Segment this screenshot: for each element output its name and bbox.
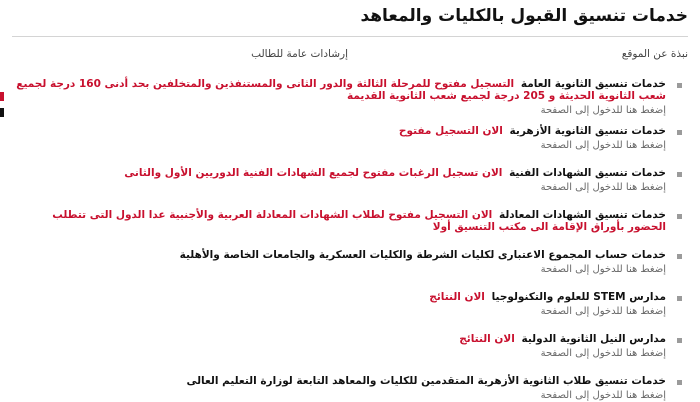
service-status: الان تسجيل الرغبات مفتوح لجميع الشهادات الفنية الدوريين الأول والثانى [124, 167, 503, 179]
service-item-general-secondary [12, 78, 688, 116]
bullet-icon [677, 214, 682, 219]
title-divider [12, 36, 688, 37]
service-item-technical-certificates [12, 167, 688, 193]
service-title[interactable]: خدمات تنسيق الثانوية العامة [520, 78, 666, 90]
enter-page-link[interactable]: إضغط هنا للدخول إلى الصفحة [540, 182, 666, 193]
service-status: الان التسجيل مفتوح [398, 125, 503, 137]
services-list [12, 78, 688, 401]
service-title[interactable]: خدمات تنسيق الشهادات المعادلة [498, 209, 666, 221]
student-guidelines-link[interactable]: إرشادات عامة للطالب [251, 48, 348, 60]
enter-page-link[interactable]: إضغط هنا للدخول إلى الصفحة [540, 105, 666, 116]
enter-page-link[interactable]: إضغط هنا للدخول إلى الصفحة [540, 306, 666, 317]
service-status: الان النتائج [429, 291, 485, 303]
service-title[interactable]: مدارس النيل الثانوية الدولية [521, 333, 666, 345]
service-title[interactable]: خدمات حساب المجموع الاعتبارى لكليات الشرطة والكليات العسكرية والجامعات الخاصة والأهلية [179, 249, 666, 261]
service-item-azhar-secondary [12, 125, 688, 151]
flag-accent [0, 92, 4, 120]
service-status-continued: الحضور بأوراق الإقامة الى مكتب التنسيق أولا [432, 221, 666, 233]
bullet-icon [677, 172, 682, 177]
page-title: خدمات تنسيق القبول بالكليات والمعاهد [360, 6, 688, 26]
enter-page-link[interactable]: إضغط هنا للدخول إلى الصفحة [540, 348, 666, 359]
service-item-equivalent-certificates [12, 209, 688, 233]
bullet-icon [677, 130, 682, 135]
enter-page-link[interactable]: إضغط هنا للدخول إلى الصفحة [540, 140, 666, 151]
service-item-nile-schools [12, 333, 688, 359]
service-title[interactable]: خدمات تنسيق الشهادات الفنية [509, 167, 666, 179]
info-links-row [12, 48, 688, 64]
service-status: التسجيل مفتوح للمرحلة الثالثة والدور الثانى والمستنفذين والمتخلفين بحد أدنى 160 درجة لجميع [16, 78, 515, 90]
about-site-link[interactable]: نبذة عن الموقع [621, 48, 688, 60]
bullet-icon [677, 338, 682, 343]
service-title[interactable]: خدمات تنسيق طلاب الثانوية الأزهرية المتقدمين للكليات والمعاهد التابعة لوزارة التعليم العالى [186, 375, 666, 387]
service-title[interactable]: خدمات تنسيق الثانوية الأزهرية [509, 125, 666, 137]
service-item-aggregate-calculation [12, 249, 688, 275]
service-item-azhar-higher-education [12, 375, 688, 401]
service-status-continued: شعب الثانوية الحديثة و 205 درجة لجميع شعب الثانوية القديمة [347, 90, 666, 102]
enter-page-link[interactable]: إضغط هنا للدخول إلى الصفحة [540, 264, 666, 275]
service-status: الان التسجيل مفتوح لطلاب الشهادات المعادلة العربية والأجنبية عدا الدول التى تتطلب [52, 209, 493, 221]
enter-page-link[interactable]: إضغط هنا للدخول إلى الصفحة [540, 390, 666, 401]
service-title[interactable]: مدارس STEM للعلوم والتكنولوجيا [491, 291, 666, 303]
bullet-icon [677, 380, 682, 385]
bullet-icon [677, 254, 682, 259]
bullet-icon [677, 83, 682, 88]
bullet-icon [677, 296, 682, 301]
service-status: الان النتائج [459, 333, 515, 345]
service-item-stem-schools [12, 291, 688, 317]
